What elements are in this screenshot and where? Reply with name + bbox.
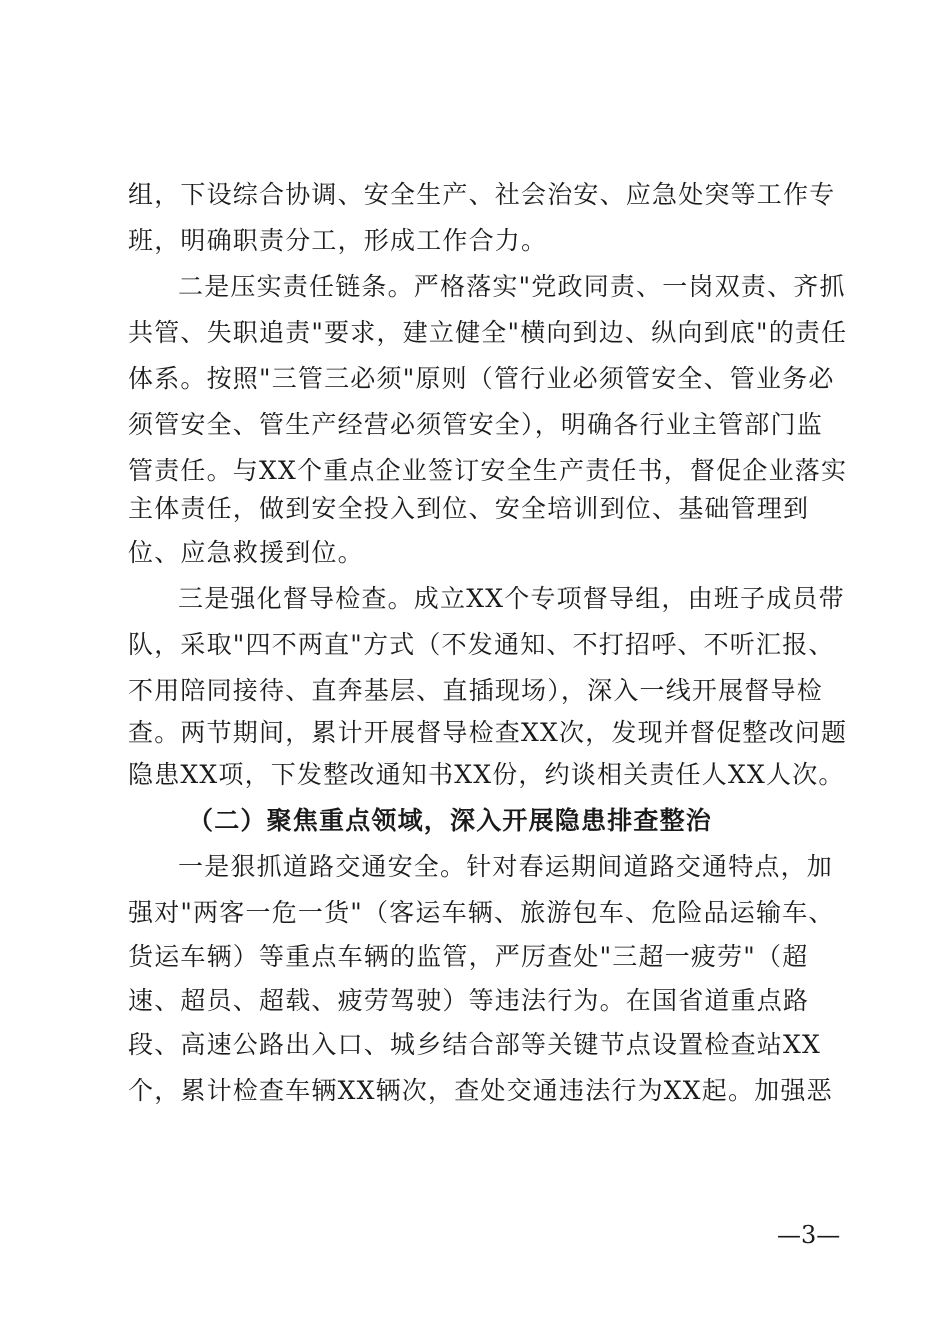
text-line: 个，累计检查车辆XX辆次，查处交通违法行为XX起。加强恶 xyxy=(128,1076,833,1105)
text-line: 不用陪同接待、直奔基层、直插现场），深入一线开展督导检 xyxy=(128,676,823,705)
text-line: 须管安全、管生产经营必须管安全），明确各行业主管部门监 xyxy=(128,410,823,439)
text-line: 一是狠抓道路交通安全。针对春运期间道路交通特点，加 xyxy=(178,852,834,881)
text-line: 三是强化督导检查。成立XX个专项督导组，由班子成员带 xyxy=(178,584,845,613)
page-number: —3— xyxy=(777,1221,841,1249)
text-line: 共管、失职追责"要求，建立健全"横向到边、纵向到底"的责任 xyxy=(128,318,848,347)
text-line: 强对"两客一危一货"（客运车辆、旅游包车、危险品运输车、 xyxy=(128,898,835,927)
text-line: 主体责任，做到安全投入到位、安全培训到位、基础管理到 xyxy=(128,494,810,523)
text-line: 体系。按照"三管三必须"原则（管行业必须管安全、管业务必 xyxy=(128,364,835,393)
text-line: 隐患XX项，下发整改通知书XX份，约谈相关责任人XX人次。 xyxy=(128,760,845,789)
text-line: 队，采取"四不两直"方式（不发通知、不打招呼、不听汇报、 xyxy=(128,630,835,659)
section-heading: （二）聚焦重点领域，深入开展隐患排查整治 xyxy=(188,806,713,835)
text-line: 货运车辆）等重点车辆的监管，严厉查处"三超一疲劳"（超 xyxy=(128,942,809,971)
text-line: 组，下设综合协调、安全生产、社会治安、应急处突等工作专 xyxy=(128,180,836,209)
text-line: 段、高速公路出入口、城乡结合部等关键节点设置检查站XX xyxy=(128,1030,821,1059)
text-line: 位、应急救援到位。 xyxy=(128,538,364,567)
text-line: 班，明确职责分工，形成工作合力。 xyxy=(128,226,548,255)
text-line: 速、超员、超载、疲劳驾驶）等违法行为。在国省道重点路 xyxy=(128,986,810,1015)
text-line: 管责任。与XX个重点企业签订安全生产责任书，督促企业落实 xyxy=(128,456,848,485)
text-line: 查。两节期间，累计开展督导检查XX次，发现并督促整改问题 xyxy=(128,718,848,747)
text-line: 二是压实责任链条。严格落实"党政同责、一岗双责、齐抓 xyxy=(178,272,846,301)
